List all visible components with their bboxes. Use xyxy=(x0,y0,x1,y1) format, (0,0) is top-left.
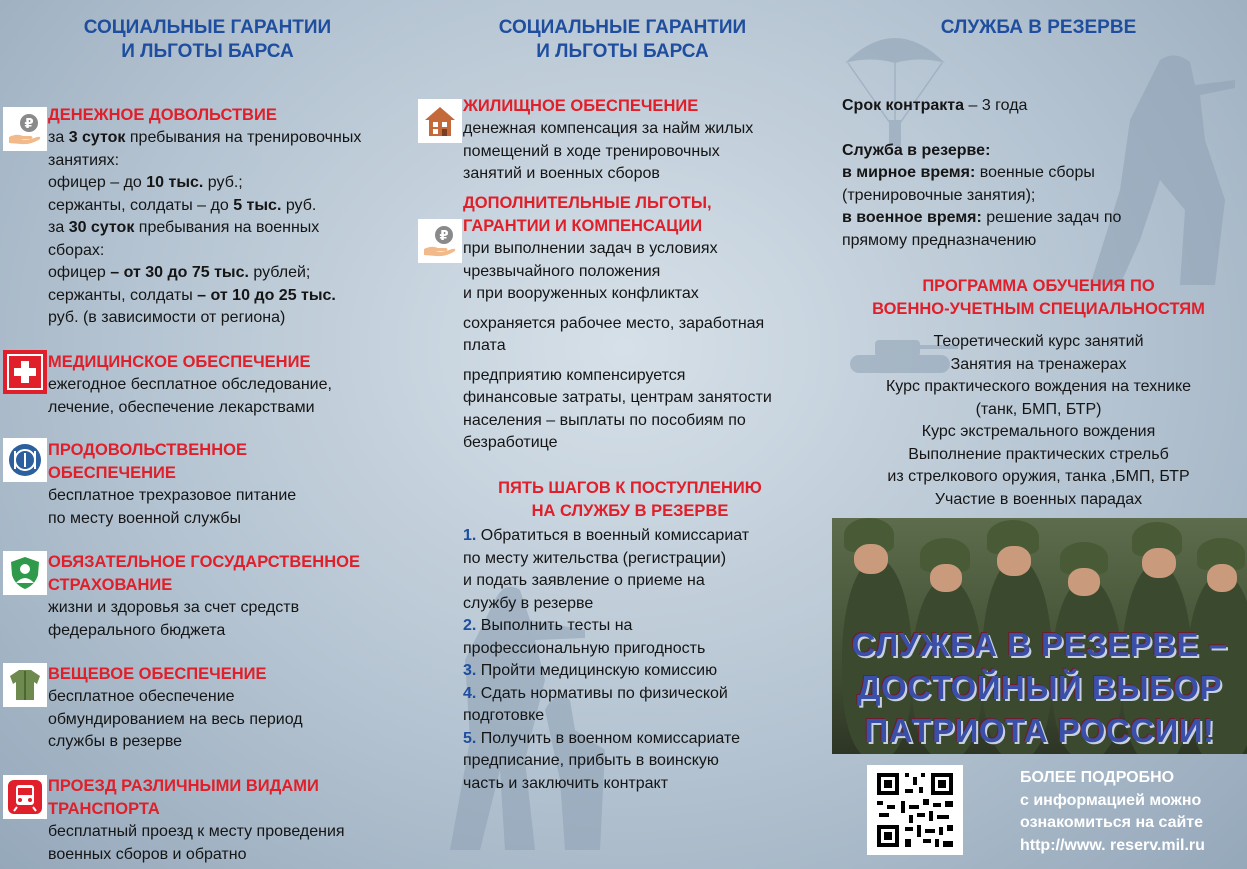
block-money xyxy=(48,104,413,330)
program-title: ПРОГРАММА ОБУЧЕНИЯ ПО ВОЕННО-УЧЕТНЫМ СПЕЦИАЛЬНОСТЯМ xyxy=(872,277,1205,318)
list-item: Курс экстремального вождения xyxy=(921,423,1156,440)
slogan-line-2: ДОСТОЙНЫЙ ВЫБОР xyxy=(857,669,1222,706)
qr-code-icon xyxy=(867,765,963,855)
steps-title: ПЯТЬ ШАГОВ К ПОСТУПЛЕНИЮ НА СЛУЖБУ В РЕЗЕРВЕ xyxy=(498,479,762,520)
list-item: Теоретический курс занятий xyxy=(933,333,1144,350)
block-money-text: за 3 суток пребывания на тренировочных занятиях: офицер – до 10 тыс. руб.; сержанты, солдаты – до 5 тыс. руб. за 30 суток пребывания на военных сборах: офицер – от 30 до 75 тыс. рублей; сержанты, солдаты – от 10 до 25 тыс. руб. (в зависимости от региона) xyxy=(48,129,362,326)
block-housing-text: денежная компенсация за найм жилых помещений в ходе тренировочных занятий и военных сборов xyxy=(463,120,754,182)
block-transport-text: бесплатный проезд к месту проведения военных сборов и обратно xyxy=(48,823,345,863)
block-extra: ДОПОЛНИТЕЛЬНЫЕ ЛЬГОТЫ, ГАРАНТИИ И КОМПЕНСАЦИИ при выполнении задач в условиях чрезвычайного положения и при вооруженных конфликтах сохраняется рабочее место, заработная плата предприятию компенсируется финансовые затраты, центрам занятости населения – выплаты по пособиям по безработице xyxy=(463,192,828,455)
house-icon xyxy=(418,99,462,143)
svg-text:₽: ₽ xyxy=(439,229,449,244)
qr-code[interactable] xyxy=(867,765,963,855)
block-extra-title: ДОПОЛНИТЕЛЬНЫЕ ЛЬГОТЫ, ГАРАНТИИ И КОМПЕНСАЦИИ xyxy=(463,194,712,235)
contract-info: Срок контракта – 3 года Служба в резерве: в мирное время: военные сборы (тренировочные занятия); в военное время: решение задач по прямому предназначению xyxy=(842,97,1122,249)
soldiers-photo xyxy=(832,518,1247,754)
medical-cross-icon xyxy=(3,350,47,394)
block-medical-title: МЕДИЦИНСКОЕ ОБЕСПЕЧЕНИЕ xyxy=(48,353,311,371)
slogan-line-3: ПАТРИОТА РОССИИ! xyxy=(864,712,1215,749)
block-food: ПРОДОВОЛЬСТВЕННОЕ ОБЕСПЕЧЕНИЕ бесплатное трехразовое питание по месту военной службы xyxy=(48,439,413,530)
block-housing xyxy=(463,95,828,186)
block-uniform xyxy=(48,663,413,754)
uniform-icon xyxy=(3,663,47,707)
more-info: БОЛЕЕ ПОДРОБНО с информацией можно ознакомиться на сайте http://www. reserv.mil.ru xyxy=(1020,767,1245,857)
program-list xyxy=(830,331,1247,511)
list-item: Выполнение практических стрельб xyxy=(908,445,1169,463)
train-icon xyxy=(3,775,47,819)
column-right-heading: СЛУЖБА В РЕЗЕРВЕ xyxy=(940,17,1137,38)
list-item: (танк, БМП, БТР) xyxy=(975,400,1102,418)
step-item: 5. Получить в военном комиссариате предписание, прибыть в воинскую часть и заключить контракт xyxy=(463,729,740,792)
block-medical-text: ежегодное бесплатное обследование, лечение, обеспечение лекарствами xyxy=(48,376,332,416)
block-insurance: ОБЯЗАТЕЛЬНОЕ ГОСУДАРСТВЕННОЕ СТРАХОВАНИЕ жизни и здоровья за счет средств федерального бюджета xyxy=(48,551,413,642)
ruble-hand-icon xyxy=(418,219,462,263)
block-food-text: бесплатное трехразовое питание по месту военной службы xyxy=(48,487,297,527)
block-uniform-text: бесплатное обеспечение обмундированием на весь период службы в резерве xyxy=(48,688,303,750)
column-left xyxy=(0,0,415,869)
block-uniform-title: ВЕЩЕВОЕ ОБЕСПЕЧЕНИЕ xyxy=(48,665,267,683)
block-insurance-text: жизни и здоровья за счет средств федерального бюджета xyxy=(48,599,300,639)
list-item: Участие в военных парадах xyxy=(934,490,1143,508)
step-item: 1. Обратиться в военный комиссариат по месту жительства (регистрации) и подать заявление о приеме на службу в резерве xyxy=(463,527,750,612)
step-item: 2. Выполнить тесты на профессиональную пригодность xyxy=(463,617,706,657)
block-transport: ПРОЕЗД РАЗЛИЧНЫМИ ВИДАМИ ТРАНСПОРТА бесплатный проезд к месту проведения военных сборов и обратно xyxy=(48,775,413,866)
block-money-title: ДЕНЕЖНОЕ ДОВОЛЬСТВИЕ xyxy=(48,106,277,124)
steps-list xyxy=(463,525,828,795)
column-middle xyxy=(415,0,830,869)
block-housing-title: ЖИЛИЩНОЕ ОБЕСПЕЧЕНИЕ xyxy=(463,97,699,115)
slogan-line-1: СЛУЖБА В РЕЗЕРВЕ – xyxy=(851,626,1228,663)
insurance-shield-icon xyxy=(3,551,47,595)
list-item: из стрелкового оружия, танка ,БМП, БТР xyxy=(887,468,1190,485)
step-item: 4. Сдать нормативы по физической подготовке xyxy=(463,684,728,724)
step-item: 3. Пройти медицинскую комиссию xyxy=(463,662,718,679)
column-right xyxy=(830,0,1247,869)
list-item: Курс практического вождения на технике xyxy=(885,378,1192,395)
site-link[interactable]: http://www. reserv.mil.ru xyxy=(1020,836,1205,854)
list-item: Занятия на тренажерах xyxy=(950,355,1127,373)
column-left-heading: СОЦИАЛЬНЫЕ ГАРАНТИИ И ЛЬГОТЫ БАРСА xyxy=(83,17,332,62)
ruble-hand-icon xyxy=(3,107,47,151)
svg-text:₽: ₽ xyxy=(24,117,34,132)
plate-cutlery-icon xyxy=(3,438,47,482)
block-medical xyxy=(48,351,413,419)
column-middle-heading: СОЦИАЛЬНЫЕ ГАРАНТИИ И ЛЬГОТЫ БАРСА xyxy=(498,17,747,62)
